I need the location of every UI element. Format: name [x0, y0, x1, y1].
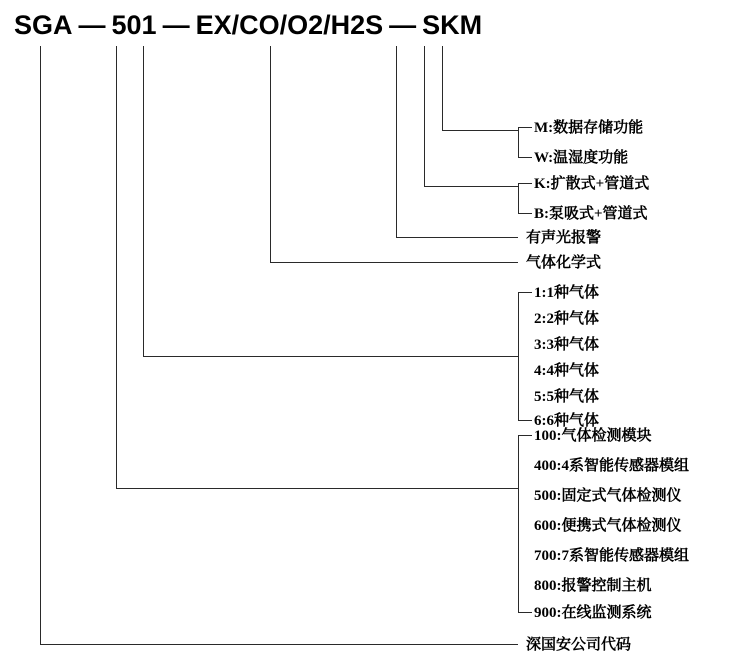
bracket-suffix-k [518, 183, 519, 213]
leader-line-gastype [270, 46, 271, 262]
bracket-gas-count-bottom [518, 420, 532, 421]
bracket-suffix-k-top [518, 183, 532, 184]
bracket-series-top [518, 435, 532, 436]
leader-line-m-h [442, 130, 518, 131]
bracket-suffix-m [518, 127, 519, 157]
bracket-series [518, 435, 519, 612]
bracket-suffix-m-bottom [518, 157, 532, 158]
label-gas-count-1: 1:1种气体 [534, 285, 599, 301]
model-code-text [14, 10, 482, 41]
bracket-gas-count-top [518, 292, 532, 293]
label-company-code: 深国安公司代码 [526, 637, 632, 653]
label-suffix-s: 有声光报警 [526, 230, 602, 246]
label-gas-type: 气体化学式 [526, 255, 602, 271]
label-gas-count-5: 5:5种气体 [534, 389, 599, 405]
code-sep-3: — [389, 10, 417, 40]
leader-line-series-h [116, 488, 518, 489]
bracket-suffix-k-bottom [518, 213, 532, 214]
leader-line-m [442, 46, 443, 130]
label-suffix-k-1: K:扩散式+管道式 [534, 176, 650, 192]
label-suffix-k-2: B:泵吸式+管道式 [534, 206, 648, 222]
label-series-500: 500:固定式气体检测仪 [534, 488, 682, 504]
leader-line-company-h [40, 644, 518, 645]
code-part-gases: EX/CO/O2/H2S [195, 10, 384, 40]
code-part-k: K [440, 10, 460, 40]
leader-line-s-h [396, 237, 518, 238]
label-gas-count-4: 4:4种气体 [534, 363, 599, 379]
label-series-400: 400:4系智能传感器模组 [534, 458, 689, 474]
label-gas-count-6: 6:6种气体 [534, 413, 599, 429]
code-part-m: M [459, 10, 483, 40]
label-series-600: 600:便携式气体检测仪 [534, 518, 682, 534]
leader-line-s [396, 46, 397, 237]
label-gas-count-2: 2:2种气体 [534, 311, 599, 327]
code-sep-2: — [162, 10, 190, 40]
bracket-series-bottom [518, 612, 532, 613]
code-part-sga: SGA [14, 10, 73, 40]
bracket-suffix-m-top [518, 127, 532, 128]
leader-line-k [424, 46, 425, 186]
label-suffix-m-2: W:温湿度功能 [534, 150, 629, 166]
leader-line-gascount [143, 46, 144, 356]
label-series-700: 700:7系智能传感器模组 [534, 548, 689, 564]
label-gas-count-3: 3:3种气体 [534, 337, 599, 353]
label-suffix-m-1: M:数据存储功能 [534, 120, 644, 136]
label-series-900: 900:在线监测系统 [534, 605, 652, 621]
leader-line-series [116, 46, 117, 488]
leader-line-gastype-h [270, 262, 518, 263]
label-series-100: 100:气体检测模块 [534, 428, 652, 444]
code-sep-1: — [78, 10, 106, 40]
code-part-501: 501 [111, 10, 157, 40]
bracket-gas-count [518, 292, 519, 420]
leader-line-company [40, 46, 41, 644]
leader-line-k-h [424, 186, 518, 187]
leader-line-gascount-h [143, 356, 518, 357]
label-series-800: 800:报警控制主机 [534, 578, 652, 594]
code-part-s: S [422, 10, 441, 40]
